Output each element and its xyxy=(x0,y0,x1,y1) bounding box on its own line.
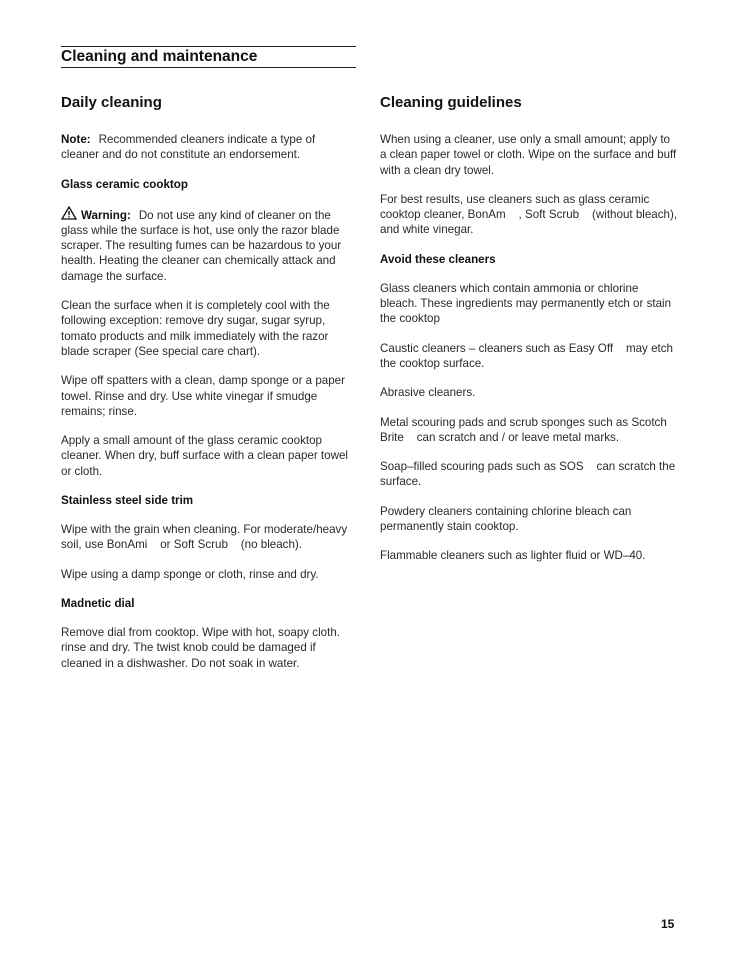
cleaning-guidelines-title: Cleaning guidelines xyxy=(380,94,522,111)
page-number: 15 xyxy=(661,917,675,931)
avoid-item: Metal scouring pads and scrub sponges such as Scotch Brite can scratch and / or leave metal marks. xyxy=(380,415,667,444)
avoid-heading: Avoid these cleaners xyxy=(380,252,496,266)
steel-paragraph-1: Wipe with the grain when cleaning. For moderate/heavy soil, use BonAmi or Soft Scrub (no bleach). xyxy=(61,523,348,552)
warning-text: Do not use any kind of cleaner on the glass while the surface is hot, use only the razor blade scraper. The resulting fumes can be hazardous to your health. Heating the cleaner can chemically attack and damage the surface. xyxy=(61,208,342,283)
avoid-item: Caustic cleaners – cleaners such as Easy Off may etch the cooktop surface. xyxy=(380,341,673,370)
section-header xyxy=(61,46,356,68)
note-label: Note: xyxy=(61,133,91,146)
warning-paragraph xyxy=(61,206,355,284)
daily-cleaning-title: Daily cleaning xyxy=(61,94,162,111)
cleaning-guidelines-column xyxy=(380,94,678,578)
note-text: Recommended cleaners indicate a type of cleaner and do not constitute an endorsement. xyxy=(61,133,316,162)
note-paragraph xyxy=(61,132,355,163)
glass-paragraph-1: Clean the surface when it is completely cool with the following exception: remove dry sugar, sugar syrup, tomato products and milk immediately with the razor blade scraper (See special care chart). xyxy=(61,299,330,358)
section-title: Cleaning and maintenance xyxy=(61,48,258,65)
guidelines-paragraph-2: For best results, use cleaners such as glass ceramic cooktop cleaner, BonAm , Soft Scrub (without bleach), and white vinegar. xyxy=(380,192,678,237)
glass-paragraph-2: Wipe off spatters with a clean, damp sponge or a paper towel. Rinse and dry. Use white vinegar if smudge remains; rinse. xyxy=(61,374,345,418)
avoid-item: Abrasive cleaners. xyxy=(380,386,476,400)
glass-ceramic-heading: Glass ceramic cooktop xyxy=(61,177,188,191)
warning-icon xyxy=(61,206,77,220)
warning-label: Warning: xyxy=(81,208,131,222)
avoid-item: Glass cleaners which contain ammonia or chlorine bleach. These ingredients may permanently etch or stain the cooktop xyxy=(380,281,672,326)
stainless-steel-heading: Stainless steel side trim xyxy=(61,494,194,508)
avoid-item: Soap–filled scouring pads such as SOS can scratch the surface. xyxy=(380,460,676,489)
steel-paragraph-2: Wipe using a damp sponge or cloth, rinse and dry. xyxy=(61,567,319,581)
dial-paragraph: Remove dial from cooktop. Wipe with hot, soapy cloth. rinse and dry. The twist knob could be damaged if cleaned in a dishwasher. Do not soak in water. xyxy=(61,625,341,670)
avoid-item: Flammable cleaners such as lighter fluid or WD–40. xyxy=(380,549,646,563)
daily-cleaning-column xyxy=(61,94,355,685)
guidelines-paragraph-1: When using a cleaner, use only a small amount; apply to a clean paper towel or cloth. Wipe on the surface and buff with a clean dry towel. xyxy=(380,133,677,177)
avoid-item: Powdery cleaners containing chlorine bleach can permanently stain cooktop. xyxy=(380,504,632,534)
dial-heading: Madnetic dial xyxy=(61,596,135,610)
glass-paragraph-3: Apply a small amount of the glass ceramic cooktop cleaner. When dry, buff surface with a clean paper towel or cloth. xyxy=(61,434,348,478)
